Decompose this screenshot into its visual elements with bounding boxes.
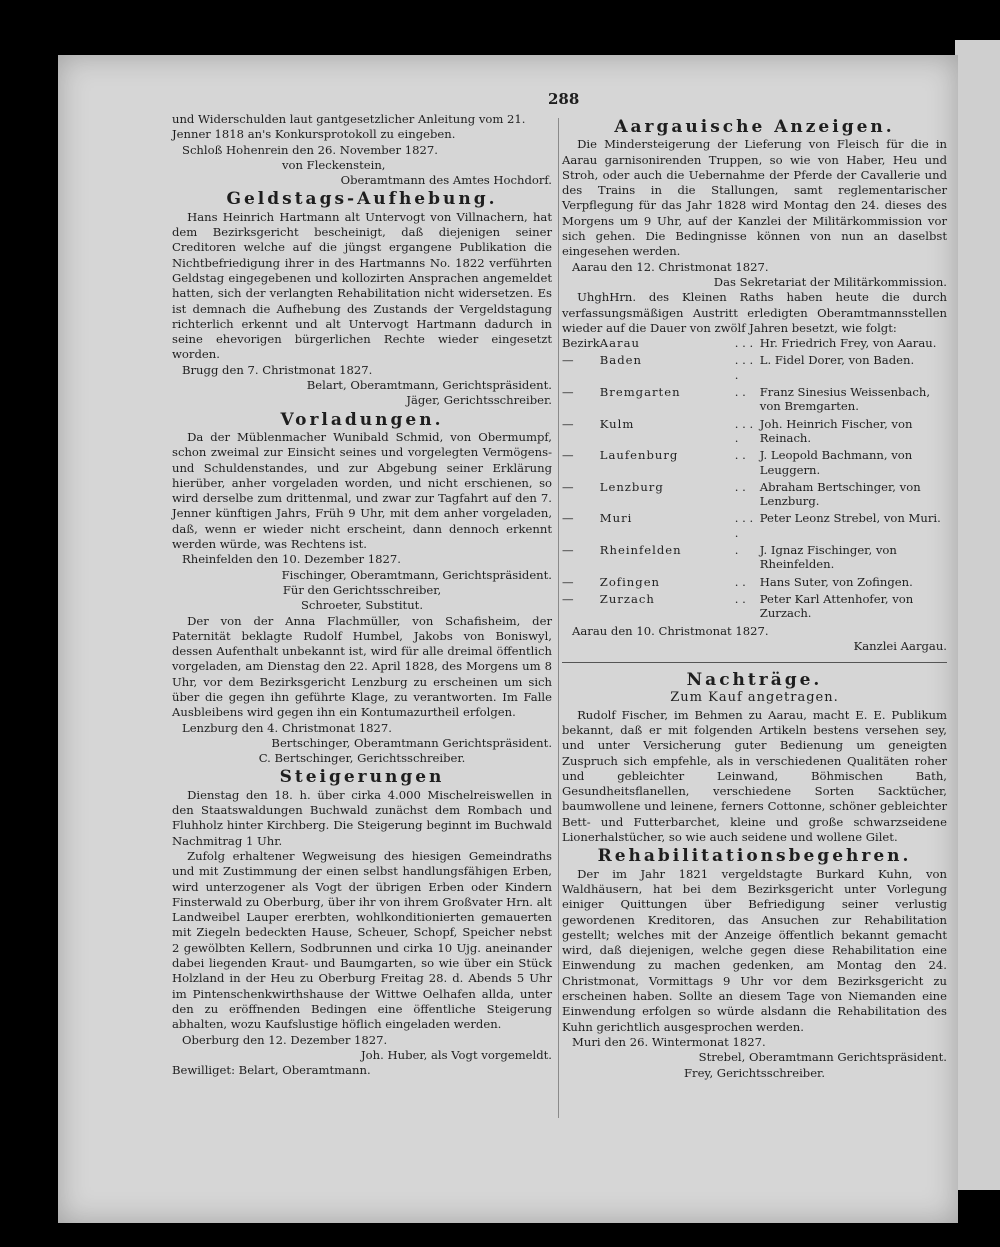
- district-name: Laufenburg: [599, 448, 679, 463]
- district-dots: . .: [734, 448, 746, 463]
- district-holder: Peter Leonz Strebel, von Muri.: [759, 511, 941, 526]
- vorladungen-place-date-1: Rheinfelden den 10. Dezember 1827.: [182, 552, 401, 567]
- district-holder: Hr. Friedrich Frey, von Aarau.: [759, 336, 937, 351]
- district-lead: —: [562, 479, 574, 494]
- vorladungen-body-2: Der von der Anna Flachmüller, von Schafisheim, der Paternität beklagte Rudolf Humbel, Jakobs von Boniswyl, dessen Aufenthalt unbekannt ist, wird für alle dreimal öffentlich vorgeladen, am Dienstag den 22. April 1828, des Morgens um 8 Uhr, vor dem Bezirksgericht Lenzburg zu erscheinen um sich über die gegen ihn geführte Klage, zu verantworten. Im Falle Ausbleibens wird gegen ihn ein Kontumazurtheil erfolgen.: [172, 613, 552, 720]
- district-dots: . . . .: [734, 511, 754, 540]
- nachtraege-subheading: Zum Kauf angetragen.: [670, 690, 839, 706]
- district-name: Bremgarten: [599, 385, 681, 400]
- district-name: Rheinfelden: [599, 543, 682, 558]
- district-name: Baden: [599, 353, 642, 368]
- district-dots: . .: [734, 574, 746, 589]
- district-name: Lenzburg: [599, 479, 664, 494]
- district-row: [562, 511, 947, 543]
- left-column: [172, 112, 552, 1078]
- district-holder: Peter Karl Attenhofer, von Zurzach.: [759, 591, 914, 621]
- vorladungen-place-date-2: Lenzburg den 4. Christmonat 1827.: [182, 720, 392, 735]
- district-row: [562, 592, 947, 624]
- vorladungen-signature-1a: Fischinger, Oberamtmann, Gerichtspräsident.: [281, 567, 552, 582]
- vorladungen-signature-1b: Für den Gerichtsschreiber,: [282, 582, 442, 597]
- rehabilitation-place-date: Muri den 26. Wintermonat 1827.: [572, 1034, 766, 1049]
- geldstags-signature-2: Jäger, Gerichtsschreiber.: [406, 393, 552, 408]
- district-row: [562, 480, 947, 512]
- district-dots: . .: [734, 479, 746, 494]
- district-table: [562, 336, 947, 623]
- district-holder: J. Leopold Bachmann, von Leuggern.: [759, 448, 913, 477]
- notice1-signature: Das Sekretariat der Militärkommission.: [713, 274, 947, 289]
- district-row: [562, 448, 947, 480]
- next-page-edge: [955, 40, 1000, 1190]
- intro-line-1: und Widerschulden laut gantgesetzlicher Anleitung vom 21.: [172, 112, 526, 126]
- steigerungen-signature-1: Joh. Huber, als Vogt vorgemeldt.: [361, 1047, 552, 1062]
- district-row: [562, 336, 947, 353]
- district-name: Muri: [599, 511, 633, 526]
- column-divider: [558, 118, 559, 1118]
- notice2-place-date: Aarau den 10. Christmonat 1827.: [572, 623, 769, 638]
- district-dots: . . . .: [734, 353, 754, 382]
- intro-line-2: Jenner 1818 an's Konkursprotokoll zu eingeben.: [172, 127, 456, 142]
- district-lead: —: [562, 385, 574, 400]
- district-row: [562, 543, 947, 575]
- nachtraege-heading: Nachträge.: [686, 670, 823, 691]
- district-lead: —: [562, 543, 574, 558]
- district-holder: Abraham Bertschinger, von Lenzburg.: [759, 479, 921, 509]
- district-holder: L. Fidel Dorer, von Baden.: [759, 353, 915, 368]
- rehabilitation-heading: Rehabilitationsbegehren.: [597, 846, 912, 867]
- district-dots: . . . .: [734, 416, 754, 445]
- district-holder: Joh. Heinrich Fischer, von Reinach.: [759, 416, 913, 445]
- district-row: [562, 353, 947, 385]
- district-lead: —: [562, 511, 574, 526]
- district-name: Zofingen: [599, 574, 661, 589]
- district-lead: —: [562, 353, 574, 368]
- aargauische-heading: Aargauische Anzeigen.: [614, 117, 895, 137]
- district-holder: Franz Sinesius Weissenbach, von Bremgarten.: [759, 385, 931, 414]
- vorladungen-signature-1c: Schroeter, Substitut.: [300, 598, 424, 613]
- steigerungen-body-2: Zufolg erhaltener Wegweisung des hiesigen Gemeindraths und mit Zustimmung der einen selbst handlungsfähigen Erben, wird unterzogener als Vogt der übrigen Erben oder Kindern Finsterwald zu Oberburg, über ihr von ihrem Großvater Hrn. alt Landweibel Lauper ererbten, wohlkonditionierten gemauerten mit Ziegeln bedeckten Hause, Scheuer, Schopf, Speicher nebst 2 gewölbten Kellern, Sodbrunnen und cirka 10 Ujg. aneinander dabei liegenden Kraut- und Baumgarten, so wie über ein Stück Holzland in der Heu zu Oberburg Freitag 28. d. Abends 5 Uhr im Pintenschenkwirthshause der Wittwe Oelhafen allda, unter den zu eröffnenden Bedingen eine öffentliche Steigerung abhalten, wozu Kaufslustige höflich eingeladen werden.: [172, 848, 552, 1032]
- geldstags-heading: Geldstags-Aufhebung.: [226, 189, 498, 210]
- district-holder: Hans Suter, von Zofingen.: [759, 574, 913, 589]
- steigerungen-signature-2: Bewilliget: Belart, Oberamtmann.: [172, 1063, 371, 1078]
- district-lead: —: [562, 416, 574, 431]
- district-row: [562, 575, 947, 592]
- district-lead: —: [562, 574, 574, 589]
- vorladungen-signature-2a: Bertschinger, Oberamtmann Gerichtspräsident.: [271, 735, 552, 750]
- district-dots: . .: [734, 385, 746, 400]
- district-name: Zurzach: [599, 591, 655, 606]
- district-lead: —: [562, 448, 574, 463]
- district-row: [562, 385, 947, 417]
- rehabilitation-body: Der im Jahr 1821 vergeldstagte Burkard Kuhn, von Waldhäusern, hat bei dem Bezirksgericht unter Vorlegung einiger Quittungen über Befriedigung seiner verlustig gewordenen Kreditoren, das Ansuchen zur Rehabilitation gestellt; welches mit der Anzeige öffentlich bekannt gemacht wird, daß diejenigen, welche gegen diese Rehabilitation eine Einwendung zu machen gedenken, am Montag den 24. Christmonat, Vormittags 9 Uhr vor dem Bezirksgericht zu erscheinen haben. Sollte an diesem Tage von Niemanden eine Einwendung erfolgen so würde alsdann die Rehabilitation des Kuhn gerichtlich ausgesprochen werden.: [562, 866, 947, 1034]
- district-name: Aarau: [599, 336, 640, 351]
- geldstags-signature-1: Belart, Oberamtmann, Gerichtspräsident.: [306, 378, 552, 393]
- vorladungen-body-1: Da der Müblenmacher Wunibald Schmid, von Obermumpf, schon zweimal zur Einsicht seines und vorgelegten Vermögens- und Schuldenstandes, und zur Abgebung seiner Erklärung hierüber, anher vorgeladen worden, und nicht erschienen, so wird derselbe zum drittenmal, und zwar zur Tagfahrt auf den 7. Jenner künftigen Jahrs, Früh 9 Uhr, mit dem anher vorgeladen, daß, wenn er wieder nicht erscheint, dann dennoch erkennt werden würde, was Rechtens ist.: [172, 429, 552, 552]
- nachtraege-body: Rudolf Fischer, im Behmen zu Aarau, macht E. E. Publikum bekannt, daß er mit folgenden Artikeln bestens versehen sey, und unter Versicherung guter Bedienung um geneigten Zuspruch sich empfehle, als in verschiedenen Qualitäten roher und gebleichter Leinwand, Böhmischen Bath, Gesundheitsflanellen, verschiedene Sorten Sacktücher, baumwollene und leinene, ferners Cottonne, schöner gebleichter Bett- und Futterbarchet, kleine und große schwarzseidene Lionerhalstücher, so wie auch seidene und wollene Gilet.: [562, 707, 947, 845]
- steigerungen-body-1: Dienstag den 18. h. über cirka 4.000 Mischelreiswellen in den Staatswaldungen Buchwald zunächst dem Rombach und Fluhholz hinter Kirchberg. Die Steigerung beginnt im Buchwald Nachmitrag 1 Uhr.: [172, 787, 552, 848]
- district-row: [562, 417, 947, 449]
- notice1-body: Die Mindersteigerung der Lieferung von Fleisch für die in Aarau garnisonirenden Truppen, so wie von Haber, Heu und Stroh, oder auch die Uebernahme der Pferde der Cavallerie und des Trains in die Stallungen, samt reglementarischer Verpflegung für das Jahr 1828 wird Montag den 24. dieses des Morgens um 9 Uhr, auf der Kanzlei der Militärkommission vor sich gehen. Die Bedingnisse können von nun an daselbst eingesehen werden.: [562, 137, 947, 259]
- right-column: [562, 116, 947, 1081]
- steigerungen-place-date: Oberburg den 12. Dezember 1827.: [182, 1032, 388, 1047]
- vorladungen-signature-2b: C. Bertschinger, Gerichtsschreiber.: [258, 751, 466, 766]
- district-lead: —: [562, 591, 574, 606]
- vorladungen-heading: Vorladungen.: [280, 409, 444, 430]
- district-name: Kulm: [599, 416, 635, 431]
- notice1-place-date: Aarau den 12. Christmonat 1827.: [572, 259, 769, 274]
- district-lead: Bezirk: [562, 336, 600, 351]
- steigerungen-heading: Steigerungen: [279, 767, 445, 788]
- intro-place-date: Schloß Hohenrein den 26. November 1827.: [182, 142, 438, 157]
- intro-signature-2: Oberamtmann des Amtes Hochdorf.: [340, 173, 552, 188]
- rehabilitation-signature-1: Strebel, Oberamtmann Gerichtspräsident.: [698, 1050, 947, 1065]
- section-rule: [562, 662, 947, 663]
- page-number: 288: [548, 90, 580, 108]
- district-dots: . . .: [734, 336, 754, 351]
- geldstags-body: Hans Heinrich Hartmann alt Untervogt von Villnachern, hat dem Bezirksgericht bescheinigt, daß diejenigen seiner Creditoren welche auf die jüngst ergangene Publikation die Nichtbefriedigung ihrer in des Hartmanns No. 1822 verführten Geldstag eingegebenen und kollozirten Ansprachen angemeldet hatten, sich der verlangten Rehabilitation nicht widersetzen. Es ist demnach die Aufhebung des Zustands der Vergeldstagung richterlich erkennt und alt Untervogt Hartmann dadurch in seine ehevorigen bürgerlichen Rechte wieder eingesetzt worden.: [172, 209, 552, 362]
- district-dots: .: [734, 543, 739, 558]
- rehabilitation-signature-2: Frey, Gerichtsschreiber.: [683, 1065, 826, 1080]
- district-holder: J. Ignaz Fischinger, von Rheinfelden.: [759, 543, 897, 572]
- notice2-signature: Kanzlei Aargau.: [853, 638, 947, 653]
- district-dots: . .: [734, 591, 746, 606]
- intro-signature-1: von Fleckenstein,: [282, 157, 386, 172]
- notice2-intro: UhghHrn. des Kleinen Raths haben heute die durch verfassungsmäßigen Austritt erledigten Oberamtmannsstellen wieder auf die Dauer von zwölf Jahren besetzt, wie folgt:: [562, 290, 947, 335]
- geldstags-place-date: Brugg den 7. Christmonat 1827.: [182, 362, 373, 377]
